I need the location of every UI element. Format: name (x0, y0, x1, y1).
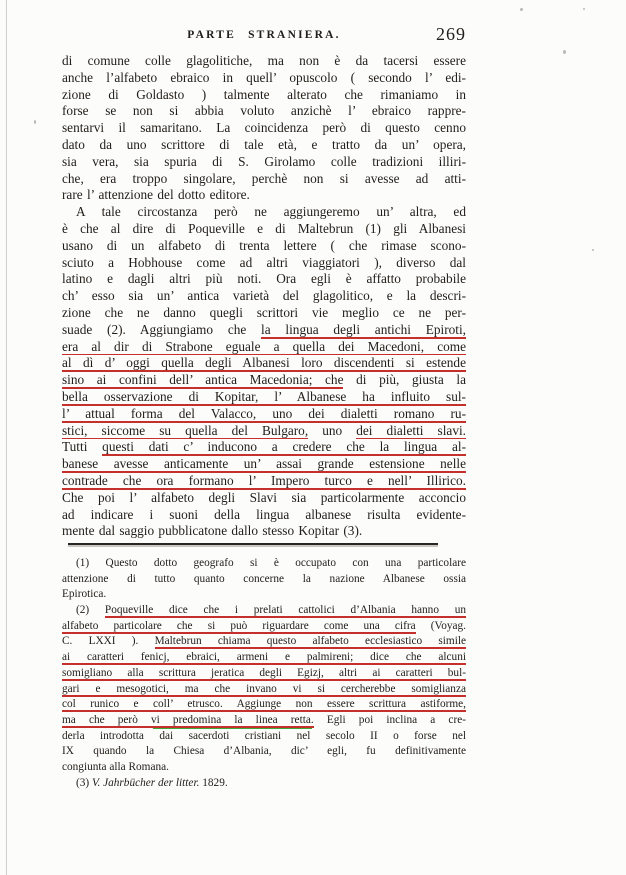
text-line (62, 255, 466, 272)
text-segment: (3) (76, 776, 92, 789)
text-segment: che, era troppo singolare, perchè non si avesse ad atti- (62, 170, 466, 186)
text-line (62, 271, 466, 288)
red-underlined-text: era al dir di Strabone eguale a quella dei Macedoni, come (62, 338, 466, 354)
text-segment: (2) (76, 604, 105, 617)
text-line (62, 154, 466, 171)
scan-speck (583, 8, 585, 10)
text-line (62, 305, 466, 322)
text-segment: A tale circostanza però ne aggiungeremo un’ altra, ed (76, 204, 466, 220)
text-line (62, 507, 466, 524)
red-underlined-text: Poqueville dice che i prelati cattolici d’Albania hanno un (104, 604, 466, 617)
red-underlined-text: l’ attual forma del Valacco, uno dei dialetti romano ru- (62, 405, 466, 421)
text-segment: ch’ esso sia un’ antica varietà del glagolitico, e la descri- (62, 288, 466, 304)
text-line (62, 619, 466, 635)
red-underlined-text: dei dialetti slavi. (356, 422, 466, 438)
text-segment: derla introdotta dai sacerdoti cristiani nel secolo II o forse nel (62, 729, 466, 742)
text-segment: zione di Goldasto ) talmente alterato che rimaniamo in (62, 86, 466, 102)
text-line (62, 439, 466, 456)
text-line (62, 53, 466, 70)
text-segment: dato da uno scrittore di tale età, e tratto da un’ opera, (62, 136, 466, 152)
text-line (62, 456, 466, 473)
text-segment: Epirotica. (62, 588, 107, 601)
scan-edge-line (6, 0, 7, 875)
red-underlined-text: questi dati c’ inducono a credere che la lingua al- (102, 439, 466, 455)
text-segment: Tutti (62, 439, 103, 455)
text-segment: 1829. (199, 776, 228, 789)
main-text (62, 53, 466, 540)
text-line (62, 760, 466, 776)
red-underlined-text: bella osservazione di Kopitar, l’ Albanese ha influito sul- (62, 388, 466, 404)
footnote-separator (68, 543, 438, 545)
text-line (62, 70, 466, 87)
text-line (62, 650, 466, 666)
text-segment: latino e dagli altri più noti. Ora egli è affatto probabile (62, 271, 466, 287)
text-line (62, 744, 466, 760)
text-line (62, 322, 466, 339)
text-line (62, 634, 466, 650)
text-segment: attenzione di tutto quanto concerne la nazione Albanese ossia (62, 572, 466, 585)
red-underlined-text: contrade che ora formano l’ Impero turco e nell’ Illirico. (62, 472, 466, 488)
text-line (62, 204, 466, 221)
text-line (62, 87, 466, 104)
text-line (62, 339, 466, 356)
text-segment: forse se non si abbia voluto anzichè l’ ebraico rappre- (62, 103, 466, 119)
red-underlined-text: stici, siccome su quella del Bulgaro, (62, 422, 309, 438)
red-underlined-text: somigliano alla scrittura jeratica degli Egizj, altri ai caratteri bul- (62, 666, 466, 679)
red-underlined-text: col runico e coll’ etrusco. Aggiunge non essere scrittura astiforme, (62, 698, 466, 711)
scan-speck (592, 249, 594, 251)
text-line (62, 187, 466, 204)
red-underlined-text: banese avesse anticamente un’ assai grande estensione nelle (62, 456, 466, 472)
text-segment: IX quando la Chiesa d’Albania, dic’ egli, fu definitivamente (62, 745, 466, 758)
text-segment: è che al dire di Poqueville e di Maltebrun (1) gli Albanesi (62, 220, 466, 236)
page-number: 269 (436, 24, 466, 44)
text-segment: sciuto a Hobhouse come ad altri viaggiatori ), diverso dal (62, 254, 466, 270)
text-segment: usano di un alfabeto di trenta lettere ( che rimase scono- (62, 237, 466, 253)
text-line (62, 238, 466, 255)
text-line (62, 372, 466, 389)
text-line (62, 103, 466, 120)
text-line (62, 221, 466, 238)
text-line (62, 406, 466, 423)
text-line (62, 697, 466, 713)
text-segment: (Voyag. (415, 619, 466, 632)
text-segment: anche l’alfabeto ebraico in quell’ opuscolo ( secondo l’ edi- (62, 69, 466, 85)
text-segment: C. LXXI ). (62, 635, 155, 648)
text-segment: suade (2). Aggiungiamo che (62, 321, 262, 337)
footnotes (62, 556, 466, 791)
red-underlined-text: gari e mesogotici, ma che invano vi si cercherebbe somiglianza (62, 682, 466, 695)
red-underlined-text: ma che però (62, 713, 151, 726)
page-header (62, 26, 466, 48)
text-segment: mente dal saggio pubblicatone dallo stesso Kopitar (3). (62, 523, 363, 539)
text-segment: ad indicare i suoni della lingua albanese risulta evidente- (62, 506, 466, 522)
red-underlined-text: alfabeto particolare che si può riguardare come una cifra (62, 619, 416, 632)
italic-citation: V. Jahrbücher der litter. (92, 776, 200, 789)
text-line (62, 666, 466, 682)
text-segment: (1) Questo dotto geografo si è occupato con una particolare (76, 557, 466, 569)
text-line (62, 776, 466, 792)
text-segment: sentarvi il samaritano. La coincidenza però di questo cenno (62, 120, 466, 136)
text-line (62, 288, 466, 305)
text-line (62, 603, 466, 619)
text-line (62, 490, 466, 507)
text-line (62, 423, 466, 440)
text-line (62, 473, 466, 490)
text-line (62, 682, 466, 698)
text-segment: uno (308, 422, 357, 438)
text-segment: di comune colle glagolitiche, ma non è da tacersi essere (62, 53, 466, 68)
text-segment: di più, giusta la (343, 372, 466, 388)
scan-speck (563, 50, 566, 54)
red-underlined-text: ai caratteri fenicj, ebraici, armeni e palmireni; dice che alcuni (62, 651, 466, 664)
red-green-underlined-text: vi predomina la linea retta. (151, 713, 314, 726)
red-underlined-text: sino ai confini dell’ antica Macedonia; che (62, 372, 344, 388)
text-line (62, 572, 466, 588)
text-segment: sia vera, sia spuria di S. Girolamo colle tradizioni illiri- (62, 153, 466, 169)
text-line (62, 171, 466, 188)
red-underlined-text: al dì d’ oggi quella degli Albanesi loro discendenti si estende (62, 355, 466, 371)
text-segment: congiunta alla Romana. (62, 760, 169, 773)
scan-speck (34, 120, 36, 124)
text-line (62, 729, 466, 745)
scan-speck (520, 8, 523, 11)
text-line (62, 120, 466, 137)
text-line (62, 355, 466, 372)
text-segment: zione che ne danno quegli scrittori vie meglio ce ne per- (62, 304, 466, 320)
text-segment: Egli poi inclina a cre- (313, 713, 466, 726)
red-underlined-text: la lingua degli antichi Epiroti, (261, 321, 466, 337)
text-line (62, 137, 466, 154)
text-line (62, 556, 466, 572)
text-line (62, 389, 466, 406)
text-line (62, 523, 466, 540)
section-title: PARTE STRANIERA. (187, 29, 341, 41)
text-segment: rare l’ attenzione del dotto editore. (62, 187, 250, 203)
text-line (62, 587, 466, 603)
red-underlined-text: Maltebrun chiama questo alfabeto ecclesiastico simile (154, 635, 466, 648)
text-segment: Che poi l’ alfabeto degli Slavi sia particolarmente acconcio (62, 489, 466, 505)
text-line (62, 713, 466, 729)
